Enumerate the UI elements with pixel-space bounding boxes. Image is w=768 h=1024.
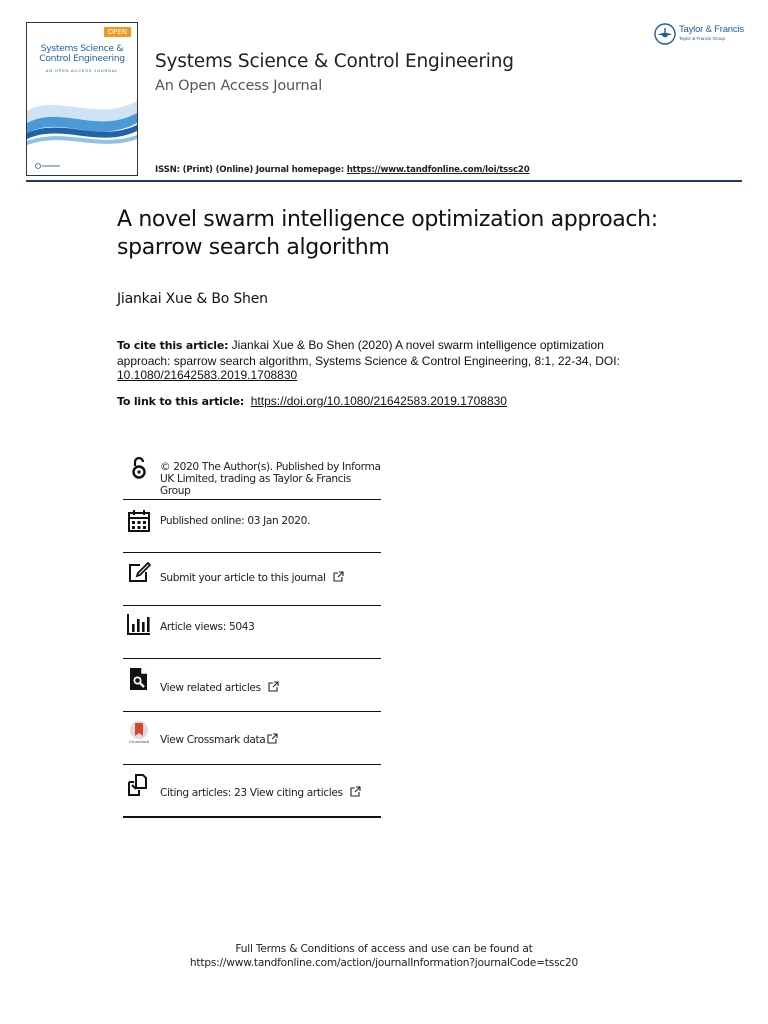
- cover-subtitle: AN OPEN ACCESS JOURNAL: [45, 68, 119, 73]
- publisher-group: Taylor & Francis Group: [679, 36, 726, 41]
- external-link-icon: [267, 733, 278, 744]
- link-label: To link to this article:: [117, 395, 245, 408]
- related-row[interactable]: [123, 659, 381, 712]
- issn-prefix: ISSN: (Print) (Online) Journal homepage:: [155, 165, 347, 175]
- journal-title: Systems Science & Control Engineering: [155, 51, 514, 72]
- edit-icon: [127, 561, 151, 585]
- journal-subtitle: An Open Access Journal: [155, 78, 323, 94]
- submit-row[interactable]: [123, 553, 381, 606]
- cover-title: Systems Science & Control Engineering: [39, 43, 125, 64]
- external-link-icon: [350, 786, 361, 797]
- open-access-icon: [127, 456, 151, 480]
- citing-row[interactable]: [123, 765, 381, 818]
- citation-block: [117, 338, 637, 383]
- submit-article-link[interactable]: Submit your article to this journal: [160, 572, 326, 584]
- external-link-icon: [333, 571, 344, 582]
- article-views: Article views: 5043: [160, 621, 255, 633]
- crossmark-icon: [127, 720, 151, 744]
- crossmark-row[interactable]: [123, 712, 381, 765]
- header-divider: [26, 180, 742, 182]
- article-info-list: [123, 452, 381, 818]
- view-crossmark-link[interactable]: View Crossmark data: [160, 734, 266, 746]
- citation-doi-link[interactable]: 10.1080/21642583.2019.1708830: [117, 368, 298, 382]
- citation-text-2: approach: sparrow search algorithm, Systems Science & Control Engineering, 8:1, 22-34, DOI:: [117, 353, 620, 368]
- bar-chart-icon: [127, 612, 151, 636]
- copyright-row: [123, 452, 381, 500]
- journal-homepage-link[interactable]: https://www.tandfonline.com/loi/tssc20: [346, 165, 530, 175]
- copyright-text: © 2020 The Author(s). Published by Informa UK Limited, trading as Taylor & Francis Group: [160, 461, 381, 497]
- citation-text-1: Jiankai Xue & Bo Shen (2020) A novel swarm intelligence optimization: [228, 338, 604, 352]
- published-date: Published online: 03 Jan 2020.: [160, 515, 310, 527]
- view-related-articles-link[interactable]: View related articles: [160, 682, 261, 694]
- external-link-icon: [268, 681, 279, 692]
- issn-line: [155, 165, 529, 175]
- views-row: [123, 606, 381, 659]
- article-title: A novel swarm intelligence optimization approach: sparrow search algorithm: [117, 207, 658, 260]
- journal-cover-thumbnail: [26, 22, 138, 176]
- footer-terms-url[interactable]: https://www.tandfonline.com/action/journalInformation?journalCode=tssc20: [189, 957, 579, 969]
- cover-wave-graphic: [27, 83, 137, 163]
- publisher-name: Taylor & Francis: [679, 24, 744, 35]
- citing-articles-link[interactable]: Citing articles: 23 View citing articles: [160, 787, 343, 799]
- published-row: [123, 500, 381, 553]
- citing-articles-icon: [127, 773, 151, 797]
- article-doi-url-link[interactable]: https://doi.org/10.1080/21642583.2019.1708830: [250, 394, 507, 408]
- document-search-icon: [127, 667, 151, 691]
- calendar-icon: [127, 509, 151, 533]
- cover-publisher-logo: [35, 163, 61, 169]
- svg-text:CrossMark: CrossMark: [128, 740, 150, 744]
- article-link-block: [117, 394, 507, 408]
- terms-footer: [0, 942, 768, 970]
- publisher-logo[interactable]: [654, 22, 754, 46]
- taylor-francis-icon: [654, 23, 676, 45]
- citation-label: To cite this article:: [117, 339, 229, 352]
- footer-line-1: Full Terms & Conditions of access and use can be found at: [235, 943, 533, 955]
- article-authors: Jiankai Xue & Bo Shen: [117, 291, 268, 307]
- open-access-badge: OPEN: [104, 27, 131, 37]
